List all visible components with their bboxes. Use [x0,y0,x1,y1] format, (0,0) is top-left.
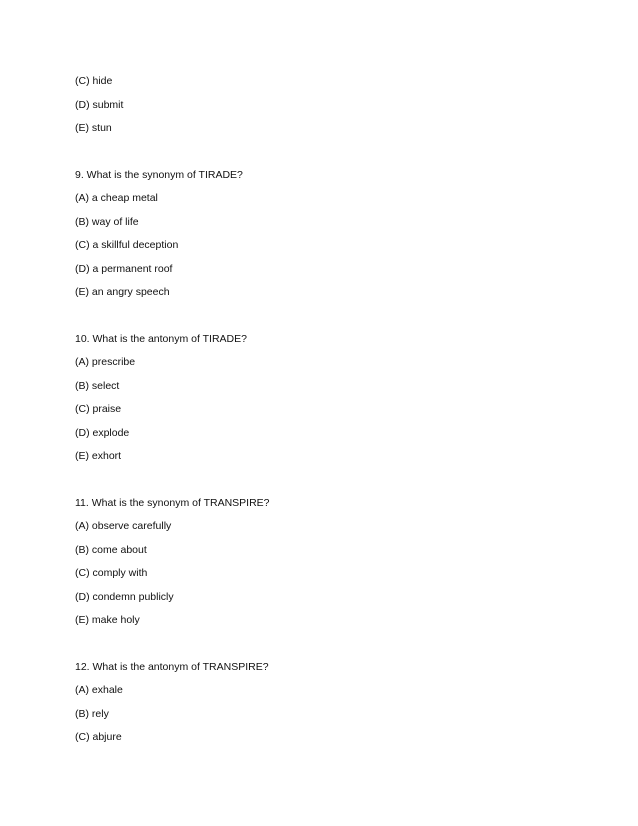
option-line: (C) hide [75,75,113,87]
question-12 [75,660,575,745]
option-line: (E) exhort [75,450,122,462]
option-line: (C) comply with [75,567,148,579]
option-line: (E) make holy [75,614,140,626]
continued-options [75,74,575,135]
question-11 [75,496,575,628]
option-line: (A) prescribe [75,356,136,368]
option-line: (E) stun [75,122,112,134]
quiz-content [75,74,575,754]
option-line: (B) come about [75,543,147,556]
question-prompt: 11. What is the synonym of TRANSPIRE? [75,496,270,509]
option-line: (D) submit [75,98,124,111]
option-line: (C) abjure [75,731,122,743]
question-10 [75,332,575,464]
option-line: (C) praise [75,403,122,415]
option-line: (D) a permanent roof [75,262,173,275]
question-prompt: 10. What is the antonym of TIRADE? [75,332,247,345]
option-line: (E) an angry speech [75,286,170,298]
question-9 [75,168,575,300]
option-line: (A) observe carefully [75,520,172,532]
option-line: (D) explode [75,426,130,439]
option-line: (A) a cheap metal [75,192,158,204]
option-line: (A) exhale [75,684,123,696]
option-line: (B) rely [75,707,109,720]
option-line: (C) a skillful deception [75,239,179,251]
question-prompt: 9. What is the synonym of TIRADE? [75,168,243,181]
question-prompt: 12. What is the antonym of TRANSPIRE? [75,660,269,673]
option-line: (B) way of life [75,215,139,228]
option-line: (D) condemn publicly [75,590,174,603]
option-line: (B) select [75,379,120,392]
